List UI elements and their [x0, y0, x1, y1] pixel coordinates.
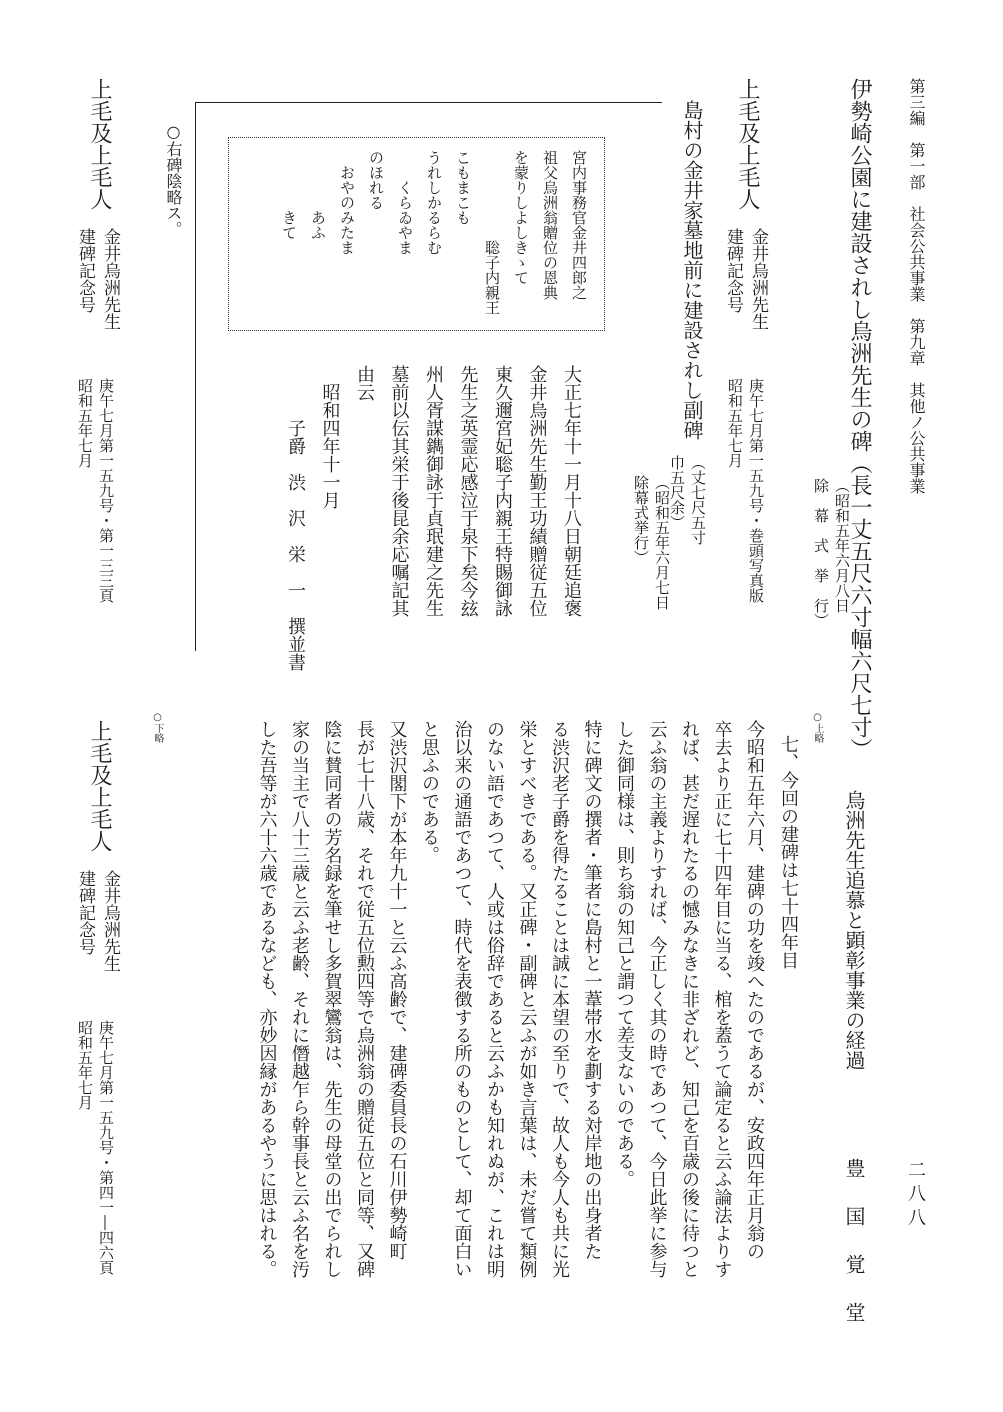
inscription-line: 大正七年十一月十八日朝廷追褒	[561, 365, 582, 617]
date-line: 庚午七月第一五九号・第四一―四六頁	[97, 1020, 115, 1275]
body-line: れば、甚だ遅れたるの憾みなきに非ざれど、知己を百歳の後に待つと	[679, 720, 700, 1278]
body-line: した御同様は、則ち翁の知己と謂つて差支ないのである。	[614, 720, 635, 1188]
sub-monument-size	[667, 455, 709, 545]
source-1-name: 上毛及上毛人	[735, 78, 760, 210]
source-2-name: 上毛及上毛人	[87, 78, 112, 210]
date-line: 庚午七月第一五九号・第一三三頁	[97, 378, 115, 603]
body-line: 卒去より正に七十四年目に当る、棺を蓋うて論定ると云ふ論法よりす	[711, 720, 733, 1278]
inscription-line: 墓前以伝其栄于後昆余応嘱記其	[388, 365, 410, 617]
poem-line: 祖父烏洲翁贈位の恩典	[541, 150, 559, 300]
body-line: した吾等が六十六歳であるなども、亦妙因縁があるやうに思はれる。	[256, 720, 278, 1278]
source-3-issue	[73, 870, 123, 972]
body-line: 又渋沢閣下が本年九十一と云ふ高齢で、建碑委員長の石川伊勢崎町	[386, 720, 408, 1260]
body-line: 特に碑文の撰者・筆者に島村と一葦帯水を劃する対岸地の出身者た	[581, 720, 603, 1260]
issue-line: 建碑記念号	[723, 228, 743, 313]
poem-line: きて	[280, 150, 298, 240]
date-line: 庚午七月第一五九号・巻頭写真版	[747, 378, 765, 603]
body-line: 治以来の通語であつて、時代を表徴する所のものとして、却て面白い	[451, 720, 473, 1278]
body-line: と思ふのである。	[419, 720, 440, 864]
body-line: 云ふ翁の主義よりすれば、今正しく其の時であつて、今日此挙に参与	[646, 720, 668, 1278]
inscription-line: 東久邇宮妃聡子内親王特賜御詠	[492, 365, 513, 617]
inscription-line: 金井烏洲先生勤王功績贈従五位	[526, 365, 548, 617]
body-line: 長が七十八歳、それで従五位勲四等で烏洲翁の贈従五位と同等、又碑	[354, 720, 375, 1278]
date-line: 昭和五年七月	[76, 378, 94, 468]
source-3-name: 上毛及上毛人	[87, 720, 112, 852]
issue-line: 建碑記念号	[75, 870, 95, 955]
size-line: 巾五尺余）	[668, 455, 686, 530]
inscription-line: 子爵 渋 沢 栄 一 撰並書	[285, 365, 306, 671]
monument-title: 伊勢崎公園に建設されし烏洲先生の碑（長一丈五尺六寸幅六尺七寸）	[847, 78, 872, 760]
inscription-line: 州人胥謀鐫御詠于貞珉建之先生	[423, 365, 444, 617]
issue-line: 金井烏洲先生	[100, 870, 120, 972]
issue-line: 建碑記念号	[75, 228, 95, 313]
omission-note-bottom: ○下略	[152, 712, 163, 743]
note-line: （昭和五年六月八日	[833, 478, 851, 613]
sub-monument-title: 島村の金井家墓地前に建設されし副碑	[680, 100, 704, 440]
body-line: る渋沢老子爵を得たることは誠に本望の至りで、故人も今人も共に光	[549, 720, 570, 1278]
source-1-date	[725, 378, 767, 603]
article-author: 豊 国 覚 堂	[842, 1158, 866, 1326]
body-line: 栄とすべきである。又正碑・副碑と云ふが如き言葉は、未だ嘗て類例	[516, 720, 538, 1278]
omission-note-top: ○上略	[812, 712, 823, 743]
source-2-issue	[73, 228, 123, 330]
date-line: 昭和五年七月	[726, 378, 744, 468]
article-title: 烏洲先生追慕と顕彰事業の経過	[842, 790, 866, 1070]
poem-line: あふ	[309, 150, 327, 240]
section-heading: 七、今回の建碑は七十四年目	[778, 735, 799, 969]
body-line: のない語であつて、人或は俗辞であると云ふかも知れぬが、これは明	[484, 720, 505, 1278]
issue-line: 金井烏洲先生	[100, 228, 120, 330]
note-line: 除 幕 式 挙 行）	[812, 478, 830, 628]
poem-line: こもまこも	[454, 150, 472, 225]
poem-line: 聡子内親王	[483, 150, 501, 315]
inscription-line: 昭和四年十一月	[319, 365, 341, 509]
inscription-line: 由云	[354, 365, 375, 401]
note-line: 除幕式挙行）	[632, 475, 650, 565]
body-line: 今昭和五年六月、建碑の功を竣へたのであるが、安政四年正月翁の	[744, 720, 765, 1260]
poem-line: のほれる	[367, 150, 385, 210]
book-section-header: 第三編 第一部 社会公共事業 第九章 其他ノ公共事業	[907, 78, 926, 494]
date-line: 昭和五年七月	[76, 1020, 94, 1110]
poem-line: を蒙りしよしきゝて	[512, 150, 530, 285]
body-line: 陰に賛同者の芳名録を筆せし多賀翠鸞翁は、先生の母堂の出でられし	[321, 720, 343, 1278]
page-number: 二八八	[905, 1160, 926, 1232]
source-1-issue	[721, 228, 771, 330]
article-body	[250, 720, 770, 1278]
source-2-date	[75, 378, 117, 603]
omit-note: ○右碑陰略ス。	[164, 122, 183, 237]
inscription-line: 先生之英霊応感泣于泉下矣今玆	[457, 365, 479, 617]
poem-line: おやのみたま	[338, 150, 356, 255]
note-line: （昭和五年六月七日	[653, 475, 671, 610]
poem-line: 宮内事務官金井四郎之	[570, 150, 588, 300]
poem-line: うれしかるらむ	[425, 150, 443, 255]
imperial-poem	[274, 150, 593, 315]
body-line: 家の当主で八十三歳と云ふ老齢、それに僭越乍ら幹事長と云ふ名を汚	[289, 720, 310, 1278]
issue-line: 金井烏洲先生	[748, 228, 768, 330]
poem-line: くらゐやま	[396, 150, 414, 255]
inscription-text	[278, 365, 589, 671]
source-3-date	[75, 1020, 117, 1275]
size-line: （丈七尺五寸	[689, 455, 707, 545]
monument-title-note	[811, 478, 853, 628]
